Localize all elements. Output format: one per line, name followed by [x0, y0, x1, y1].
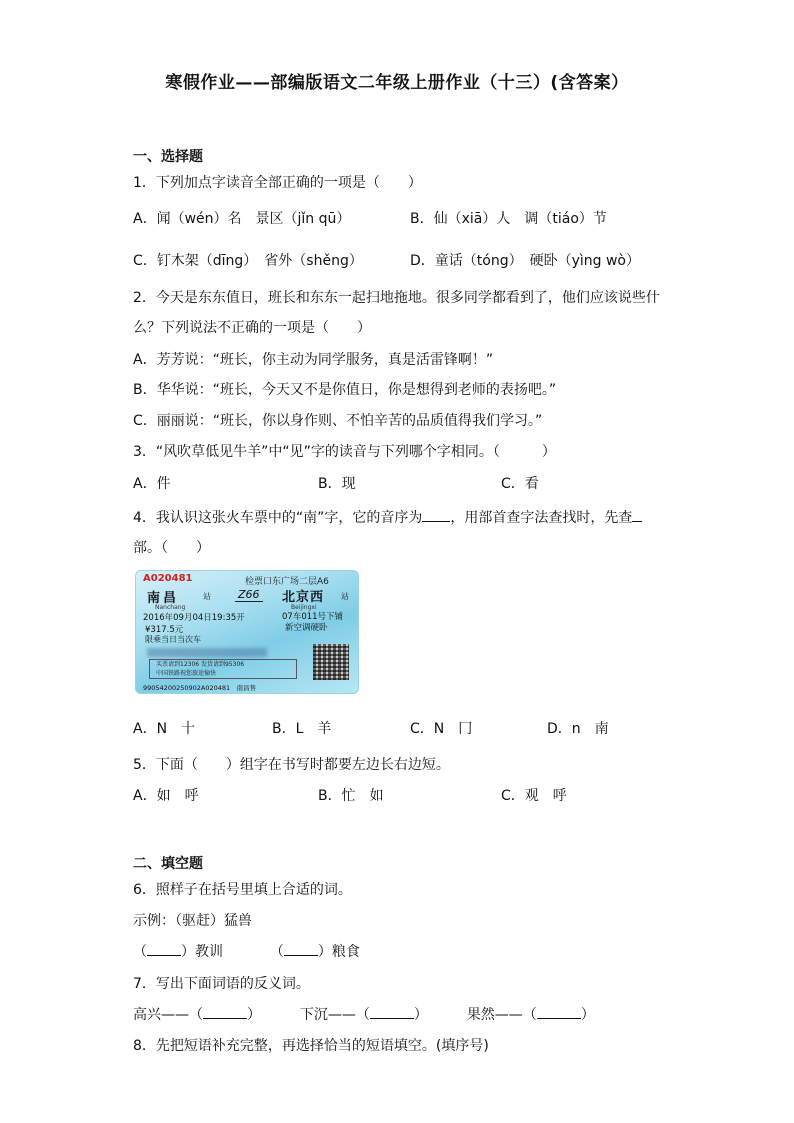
question-7-word-3: 果然——（	[466, 1007, 537, 1023]
qr-code-icon	[313, 644, 349, 680]
ticket-limit: 限乘当日当次车	[145, 635, 201, 644]
ticket-from-station: 南昌	[147, 591, 180, 606]
question-4-option-d[interactable]: D．n 南	[547, 721, 609, 737]
question-6-item1-close: ）教训	[181, 944, 223, 960]
question-5-option-b[interactable]: B．忙 如	[318, 788, 384, 804]
question-1-option-d[interactable]: D．童话（tóng） 硬卧（yìng wò）	[410, 253, 640, 269]
question-4-stem-part1: 4．我认识这张火车票中的“南”字，它的音序为	[133, 510, 423, 526]
question-6-blank-2[interactable]	[284, 941, 318, 956]
question-3-option-a[interactable]: A．件	[133, 476, 171, 492]
ticket-seat: 07车011号下铺	[282, 612, 344, 622]
section-heading-choice: 一、选择题	[133, 149, 203, 165]
ticket-datetime: 2016年09月04日19:35开	[143, 613, 245, 623]
question-4-blank-2[interactable]	[632, 507, 642, 522]
page-title: 寒假作业——部编版语文二年级上册作业（十三）(含答案）	[165, 73, 629, 93]
question-8-stem: 8．先把短语补充完整，再选择恰当的短语填空。(填序号)	[133, 1038, 489, 1054]
question-7-blank-2[interactable]	[370, 1004, 414, 1019]
question-4-stem-line2: 部。（ ）	[133, 540, 210, 556]
ticket-notice-line1: 买票请到12306 发货请到95306	[156, 661, 245, 668]
question-6-items	[133, 941, 360, 961]
question-5-option-c[interactable]: C．观 呼	[501, 788, 567, 804]
question-1-stem: 1．下列加点字读音全部正确的一项是（ ）	[133, 175, 422, 191]
ticket-gate: 检票口东广场二层A6	[245, 577, 329, 587]
ticket-from-suffix: 站	[203, 592, 211, 601]
ticket-from-pinyin: Nanchang	[155, 604, 186, 611]
question-6-item2-close: ）粮食	[317, 944, 360, 960]
ticket-train-number: Z66	[235, 588, 263, 602]
question-3-option-c[interactable]: C．看	[501, 476, 539, 492]
question-6-item1-open: （	[133, 944, 147, 960]
question-7-blank-3[interactable]	[537, 1004, 581, 1019]
ticket-car-type: 新空调硬卧	[285, 623, 328, 633]
question-1-option-b[interactable]: B．仙（xiā）人 调（tiáo）节	[410, 211, 607, 227]
question-6-item2-open: （	[269, 944, 284, 960]
ticket-price: ¥317.5元	[145, 625, 184, 635]
question-3-option-b[interactable]: B．现	[318, 476, 356, 492]
train-ticket-image	[135, 570, 359, 694]
question-7-close-2: ）	[413, 1007, 428, 1023]
ticket-serial: A020481	[143, 573, 193, 584]
ticket-to-station: 北京西	[282, 590, 325, 605]
question-4-blank-1[interactable]	[422, 507, 450, 522]
ticket-to-suffix: 站	[341, 592, 349, 601]
question-7-stem: 7．写出下面词语的反义词。	[133, 976, 310, 992]
question-4-stem-part2: ，用部首查字法查找时，先查	[450, 510, 633, 526]
question-5-option-a[interactable]: A．如 呼	[133, 788, 199, 804]
question-6-example: 示例：（驱赶）猛兽	[133, 913, 252, 929]
question-5-stem: 5．下面（ ）组字在书写时都要左边长右边短。	[133, 757, 450, 773]
ticket-notice-box	[149, 659, 297, 679]
section-heading-fill: 二、填空题	[133, 856, 203, 872]
question-7-word-2: 下沉——（	[299, 1007, 370, 1023]
question-7-close-1: ）	[247, 1007, 261, 1023]
ticket-bottom-code: 99054200250902A020481 南昌售	[143, 684, 257, 692]
question-4-stem-line1	[133, 507, 642, 527]
question-2-option-c[interactable]: C．丽丽说：“班长，你以身作则、不怕辛苦的品质值得我们学习。”	[133, 413, 543, 429]
question-7-close-3: ）	[580, 1007, 595, 1023]
question-4-option-a[interactable]: A．N 十	[133, 721, 196, 737]
question-2-option-b[interactable]: B．华华说：“班长，今天又不是你值日，你是想得到老师的表扬吧。”	[133, 382, 557, 398]
question-2-stem-line2: 么？下列说法不正确的一项是（ ）	[133, 320, 371, 336]
question-4-option-c[interactable]: C．N 冂	[410, 721, 473, 737]
question-7-word-1: 高兴——（	[133, 1007, 203, 1023]
question-2-option-a[interactable]: A．芳芳说：“班长，你主动为同学服务，真是活雷锋啊！”	[133, 352, 494, 368]
question-2-stem-line1: 2．今天是东东值日，班长和东东一起扫地拖地。很多同学都看到了，他们应该说些什	[133, 290, 660, 306]
question-1-option-c[interactable]: C．钉木架（dīng） 省外（shěng）	[133, 253, 363, 269]
ticket-blurred-id	[147, 648, 267, 657]
question-6-stem: 6．照样子在括号里填上合适的词。	[133, 882, 352, 898]
question-3-stem: 3．“风吹草低见牛羊”中“见”字的读音与下列哪个字相同。（ ）	[133, 444, 556, 460]
question-4-option-b[interactable]: B．L 羊	[272, 721, 332, 737]
ticket-to-pinyin: Beijingxi	[291, 604, 317, 611]
question-1-option-a[interactable]: A．闻（wén）名 景区（jǐn qū）	[133, 211, 351, 227]
ticket-notice-line2: 中国铁路祝您旅途愉快	[156, 670, 217, 677]
question-7-blank-1[interactable]	[203, 1004, 247, 1019]
question-7-items	[133, 1004, 595, 1024]
question-6-blank-1[interactable]	[147, 941, 181, 956]
